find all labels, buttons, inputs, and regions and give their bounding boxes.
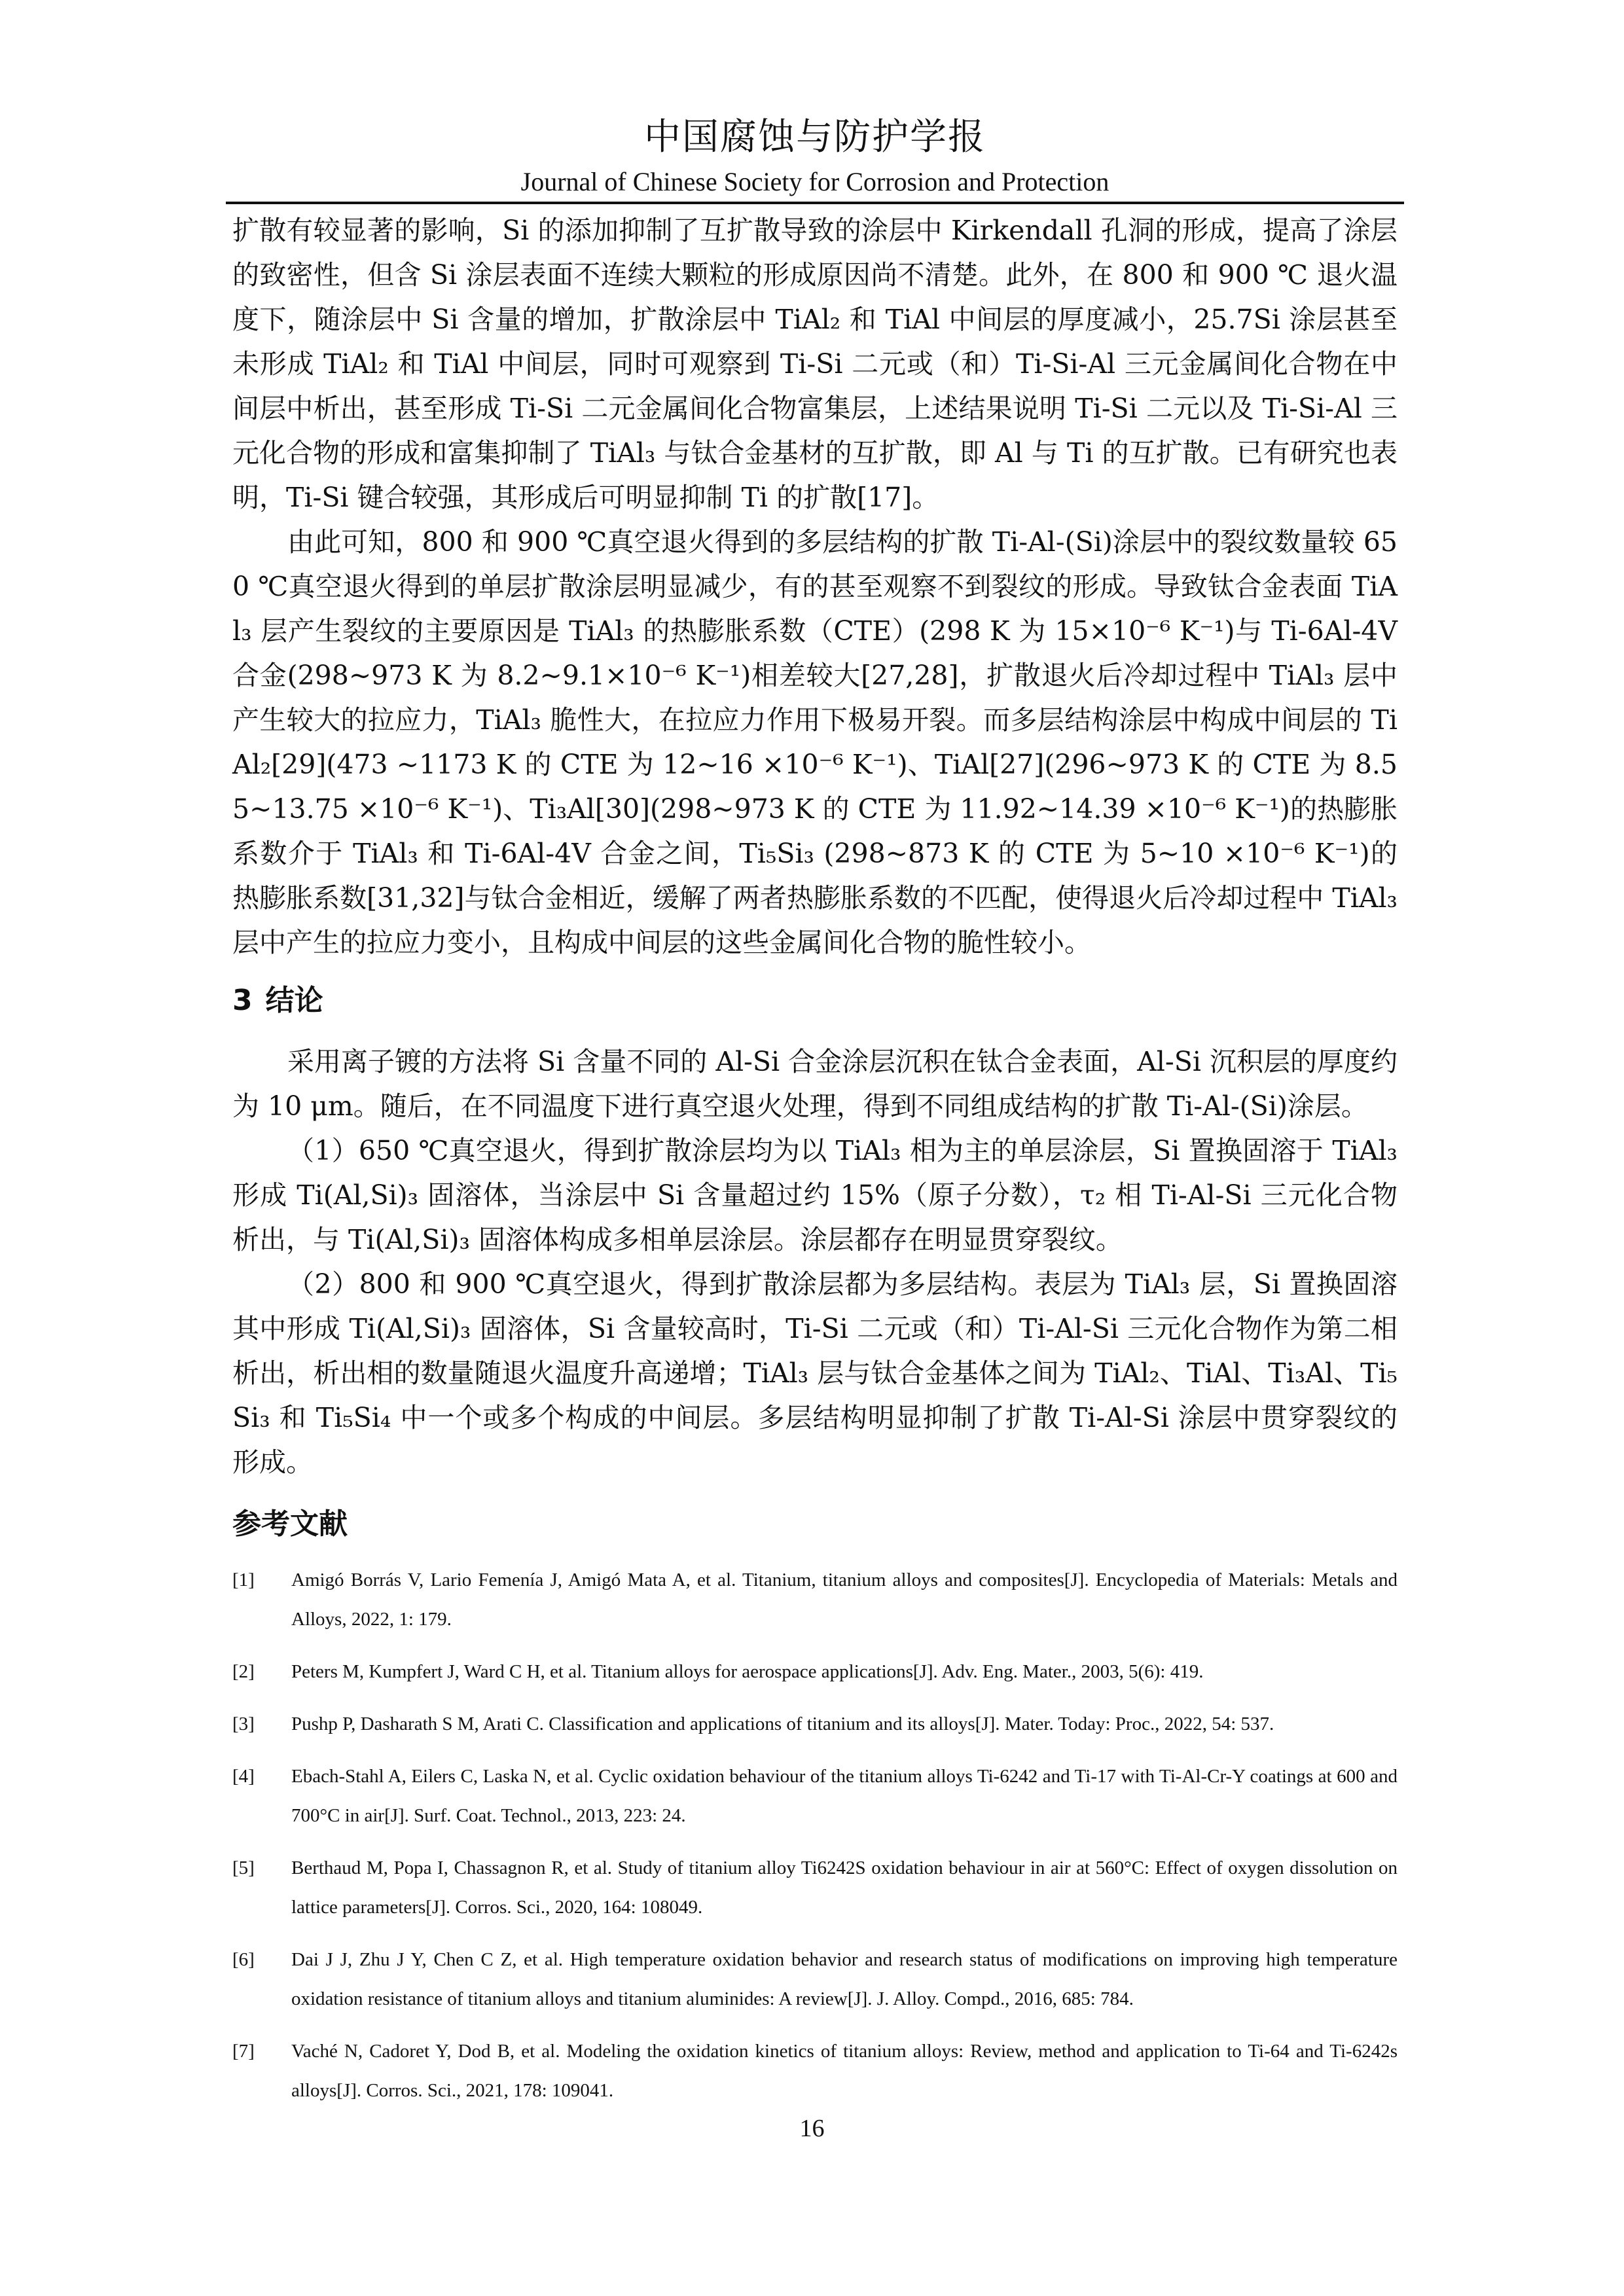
reference-list	[232, 1560, 1398, 2110]
reference-item	[232, 1848, 1398, 1927]
header-rule	[226, 202, 1404, 204]
reference-text: Vaché N, Cadoret Y, Dod B, et al. Modeling the oxidation kinetics of titanium alloys: Review, method and application to Ti-64 and Ti-6242s alloys[J]. Corros. Sci., 2021, 178: 109041.	[291, 2041, 1398, 2101]
section-heading	[232, 978, 1398, 1024]
journal-title-cn: 中国腐蚀与防护学报	[644, 116, 986, 158]
reference-item	[232, 1940, 1398, 2018]
reference-number: [6]	[232, 1949, 255, 1970]
reference-number: [4]	[232, 1766, 255, 1787]
body-paragraph: 扩散有较显著的影响，Si 的添加抑制了互扩散导致的涂层中 Kirkendall 孔洞的形成，提高了涂层的致密性，但含 Si 涂层表面不连续大颗粒的形成原因尚不清楚。此外，在 800 和 900 ℃ 退火温度下，随涂层中 Si 含量的增加，扩散涂层中 TiAl₂ 和 TiAl 中间层的厚度减小，25.7Si 涂层甚至未形成 TiAl₂ 和 TiAl 中间层，同时可观察到 Ti-Si 二元或（和）Ti-Si-Al 三元金属间化合物在中间层中析出，甚至形成 Ti-Si 二元金属间化合物富集层，上述结果说明 Ti-Si 二元以及 Ti-Si-Al 三元化合物的形成和富集抑制了 TiAl₃ 与钛合金基材的互扩散，即 Al 与 Ti 的互扩散。已有研究也表明，Ti-Si 键合较强，其形成后可明显抑制 Ti 的扩散[17]。	[232, 215, 1398, 513]
reference-text: Amigó Borrás V, Lario Femenía J, Amigó Mata A, et al. Titanium, titanium alloys and composites[J]. Encyclopedia of Materials: Metals and Alloys, 2022, 1: 179.	[291, 1570, 1398, 1630]
reference-number: [2]	[232, 1661, 255, 1682]
conclusion-paragraph: （2）800 和 900 ℃真空退火，得到扩散涂层都为多层结构。表层为 TiAl₃ 层，Si 置换固溶其中形成 Ti(Al,Si)₃ 固溶体，Si 含量较高时，Ti-Si 二元或（和）Ti-Al-Si 三元化合物作为第二相析出，析出相的数量随退火温度升高递增；TiAl₃ 层与钛合金基体之间为 TiAl₂、TiAl、Ti₃Al、Ti₅Si₃ 和 Ti₅Si₄ 中一个或多个构成的中间层。多层结构明显抑制了扩散 Ti-Al-Si 涂层中贯穿裂纹的形成。	[232, 1268, 1398, 1478]
section-title: 结论	[265, 984, 323, 1017]
reference-text: Ebach-Stahl A, Eilers C, Laska N, et al. Cyclic oxidation behaviour of the titanium alloys Ti-6242 and Ti-17 with Ti-Al-Cr-Y coatings at 600 and 700°C in air[J]. Surf. Coat. Technol., 2013, 223: 24.	[291, 1766, 1398, 1826]
body-paragraph: 由此可知，800 和 900 ℃真空退火得到的多层结构的扩散 Ti-Al-(Si)涂层中的裂纹数量较 650 ℃真空退火得到的单层扩散涂层明显减少，有的甚至观察不到裂纹的形成。导致钛合金表面 TiAl₃ 层产生裂纹的主要原因是 TiAl₃ 的热膨胀系数（CTE）(298 K 为 15×10⁻⁶ K⁻¹)与 Ti-6Al-4V 合金(298~973 K 为 8.2~9.1×10⁻⁶ K⁻¹)相差较大[27,28]，扩散退火后冷却过程中 TiAl₃ 层中产生较大的拉应力，TiAl₃ 脆性大，在拉应力作用下极易开裂。而多层结构涂层中构成中间层的 TiAl₂[29](473 ~1173 K 的 CTE 为 12~16 ×10⁻⁶ K⁻¹)、TiAl[27](296~973 K 的 CTE 为 8.55~13.75 ×10⁻⁶ K⁻¹)、Ti₃Al[30](298~973 K 的 CTE 为 11.92~14.39 ×10⁻⁶ K⁻¹)的热膨胀系数介于 TiAl₃ 和 Ti-6Al-4V 合金之间，Ti₅Si₃ (298~873 K 的 CTE 为 5~10 ×10⁻⁶ K⁻¹)的热膨胀系数[31,32]与钛合金相近，缓解了两者热膨胀系数的不匹配，使得退火后冷却过程中 TiAl₃ 层中产生的拉应力变小，且构成中间层的这些金属间化合物的脆性较小。	[232, 526, 1398, 958]
references-heading: 参考文献	[232, 1507, 348, 1541]
reference-number: [1]	[232, 1570, 255, 1590]
conclusion-paragraph: （1）650 ℃真空退火，得到扩散涂层均为以 TiAl₃ 相为主的单层涂层，Si 置换固溶于 TiAl₃ 形成 Ti(Al,Si)₃ 固溶体，当涂层中 Si 含量超过约 15%（原子分数），τ₂ 相 Ti-Al-Si 三元化合物析出，与 Ti(Al,Si)₃ 固溶体构成多相单层涂层。涂层都存在明显贯穿裂纹。	[232, 1135, 1398, 1255]
reference-text: Pushp P, Dasharath S M, Arati C. Classification and applications of titanium and its alloys[J]. Mater. Today: Proc., 2022, 54: 537.	[291, 1713, 1274, 1734]
conclusion-paragraph: 采用离子镀的方法将 Si 含量不同的 Al-Si 合金涂层沉积在钛合金表面，Al-Si 沉积层的厚度约为 10 μm。随后，在不同温度下进行真空退火处理，得到不同组成结构的扩散 Ti-Al-(Si)涂层。	[232, 1046, 1398, 1122]
page-body	[232, 208, 1398, 2123]
reference-text: Dai J J, Zhu J Y, Chen C Z, et al. High temperature oxidation behavior and research status of modifications on improving high temperature oxidation resistance of titanium alloys and titanium aluminides: A review[J]. J. Alloy. Compd., 2016, 685: 784.	[291, 1949, 1398, 2009]
reference-item	[232, 1704, 1398, 1744]
reference-number: [7]	[232, 2041, 255, 2062]
reference-text: Peters M, Kumpfert J, Ward C H, et al. Titanium alloys for aerospace applications[J]. Adv. Eng. Mater., 2003, 5(6): 419.	[291, 1661, 1204, 1682]
reference-item	[232, 2032, 1398, 2110]
reference-item	[232, 1652, 1398, 1691]
reference-item	[232, 1757, 1398, 1835]
journal-title-en: Journal of Chinese Society for Corrosion and Protection	[520, 167, 1110, 196]
reference-item	[232, 1560, 1398, 1639]
reference-text: Berthaud M, Popa I, Chassagnon R, et al. Study of titanium alloy Ti6242S oxidation behaviour in air at 560°C: Effect of oxygen dissolution on lattice parameters[J]. Corros. Sci., 2020, 164: 108049.	[291, 1857, 1398, 1918]
section-number: 3	[232, 984, 253, 1017]
reference-number: [5]	[232, 1857, 255, 1878]
reference-number: [3]	[232, 1713, 255, 1734]
running-header	[226, 111, 1404, 200]
page-number: 16	[799, 2115, 825, 2142]
